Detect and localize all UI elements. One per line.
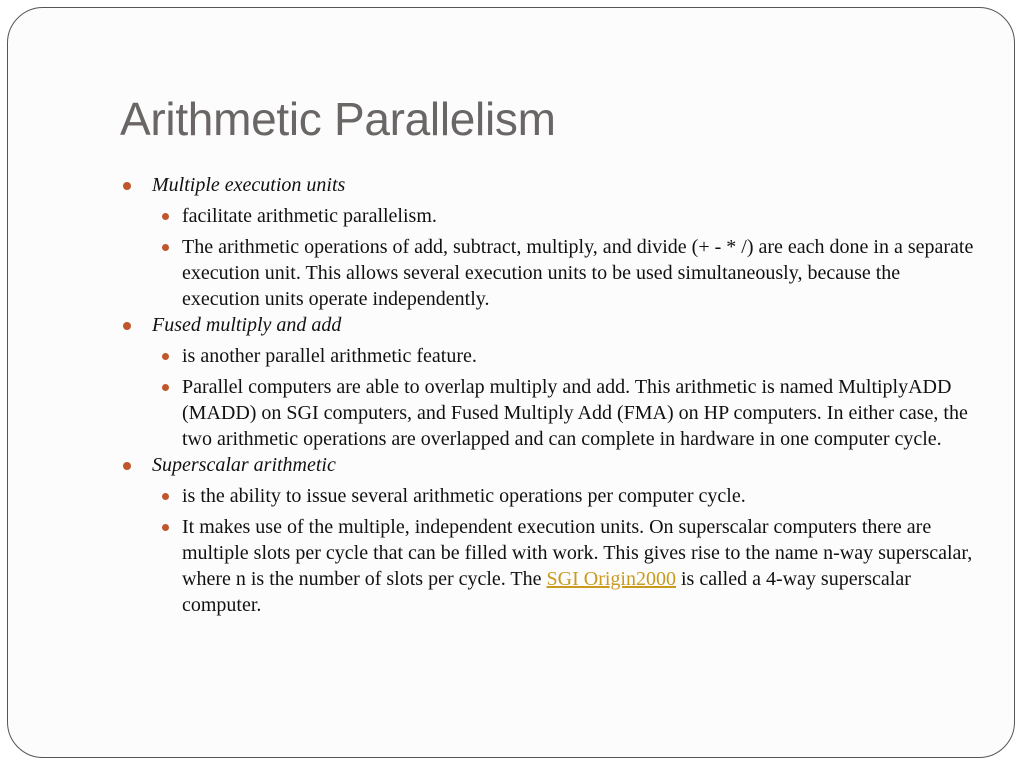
- bullet-text: is another parallel arithmetic feature.: [182, 345, 477, 367]
- bullet-section: [120, 312, 980, 452]
- bullet-dot-icon: [123, 462, 131, 470]
- section-heading: Superscalar arithmetic: [152, 454, 336, 476]
- section-heading: Multiple execution units: [152, 174, 346, 196]
- level2-bullet: [120, 203, 980, 229]
- level2-bullet: [120, 374, 980, 452]
- level2-bullet: [120, 514, 980, 618]
- level2-bullet: [120, 343, 980, 369]
- bullet-text-after-link: is called a 4-way superscalar computer.: [182, 568, 911, 616]
- bullet-text: facilitate arithmetic parallelism.: [182, 205, 437, 227]
- bullet-dot-icon: [162, 524, 169, 531]
- level2-bullet: [120, 483, 980, 509]
- bullet-dot-icon: [162, 493, 169, 500]
- bullet-text: is the ability to issue several arithmetic operations per computer cycle.: [182, 485, 746, 507]
- level1-bullet: [120, 312, 980, 338]
- bullet-dot-icon: [123, 182, 131, 190]
- bullet-dot-icon: [162, 213, 169, 220]
- bullet-text-before-link: It makes use of the multiple, independent execution units. On superscalar computers there are multiple slots per cycle that can be filled with work. This gives rise to the name n-way superscalar, where n is the number of slots per cycle. The: [182, 516, 973, 590]
- sgi-origin2000-link[interactable]: SGI Origin2000: [546, 568, 676, 590]
- slide-body: [120, 172, 980, 618]
- slide: [7, 7, 1015, 758]
- bullet-dot-icon: [162, 244, 169, 251]
- level1-bullet: [120, 452, 980, 478]
- bullet-dot-icon: [123, 322, 131, 330]
- slide-title: Arithmetic Parallelism: [120, 93, 556, 145]
- bullet-dot-icon: [162, 384, 169, 391]
- level1-bullet: [120, 172, 980, 198]
- bullet-section: [120, 452, 980, 618]
- bullet-dot-icon: [162, 353, 169, 360]
- section-heading: Fused multiply and add: [152, 314, 342, 336]
- bullet-section: [120, 172, 980, 312]
- level2-bullet: [120, 234, 980, 312]
- bullet-text: Parallel computers are able to overlap multiply and add. This arithmetic is named MultiplyADD (MADD) on SGI computers, and Fused Multiply Add (FMA) on HP computers. In either case, the two arithmetic operations are overlapped and can complete in hardware in one computer cycle.: [182, 376, 968, 450]
- bullet-text: The arithmetic operations of add, subtract, multiply, and divide (+ - * /) are each done in a separate execution unit. This allows several execution units to be used simultaneously, because the execution units operate independently.: [182, 236, 974, 310]
